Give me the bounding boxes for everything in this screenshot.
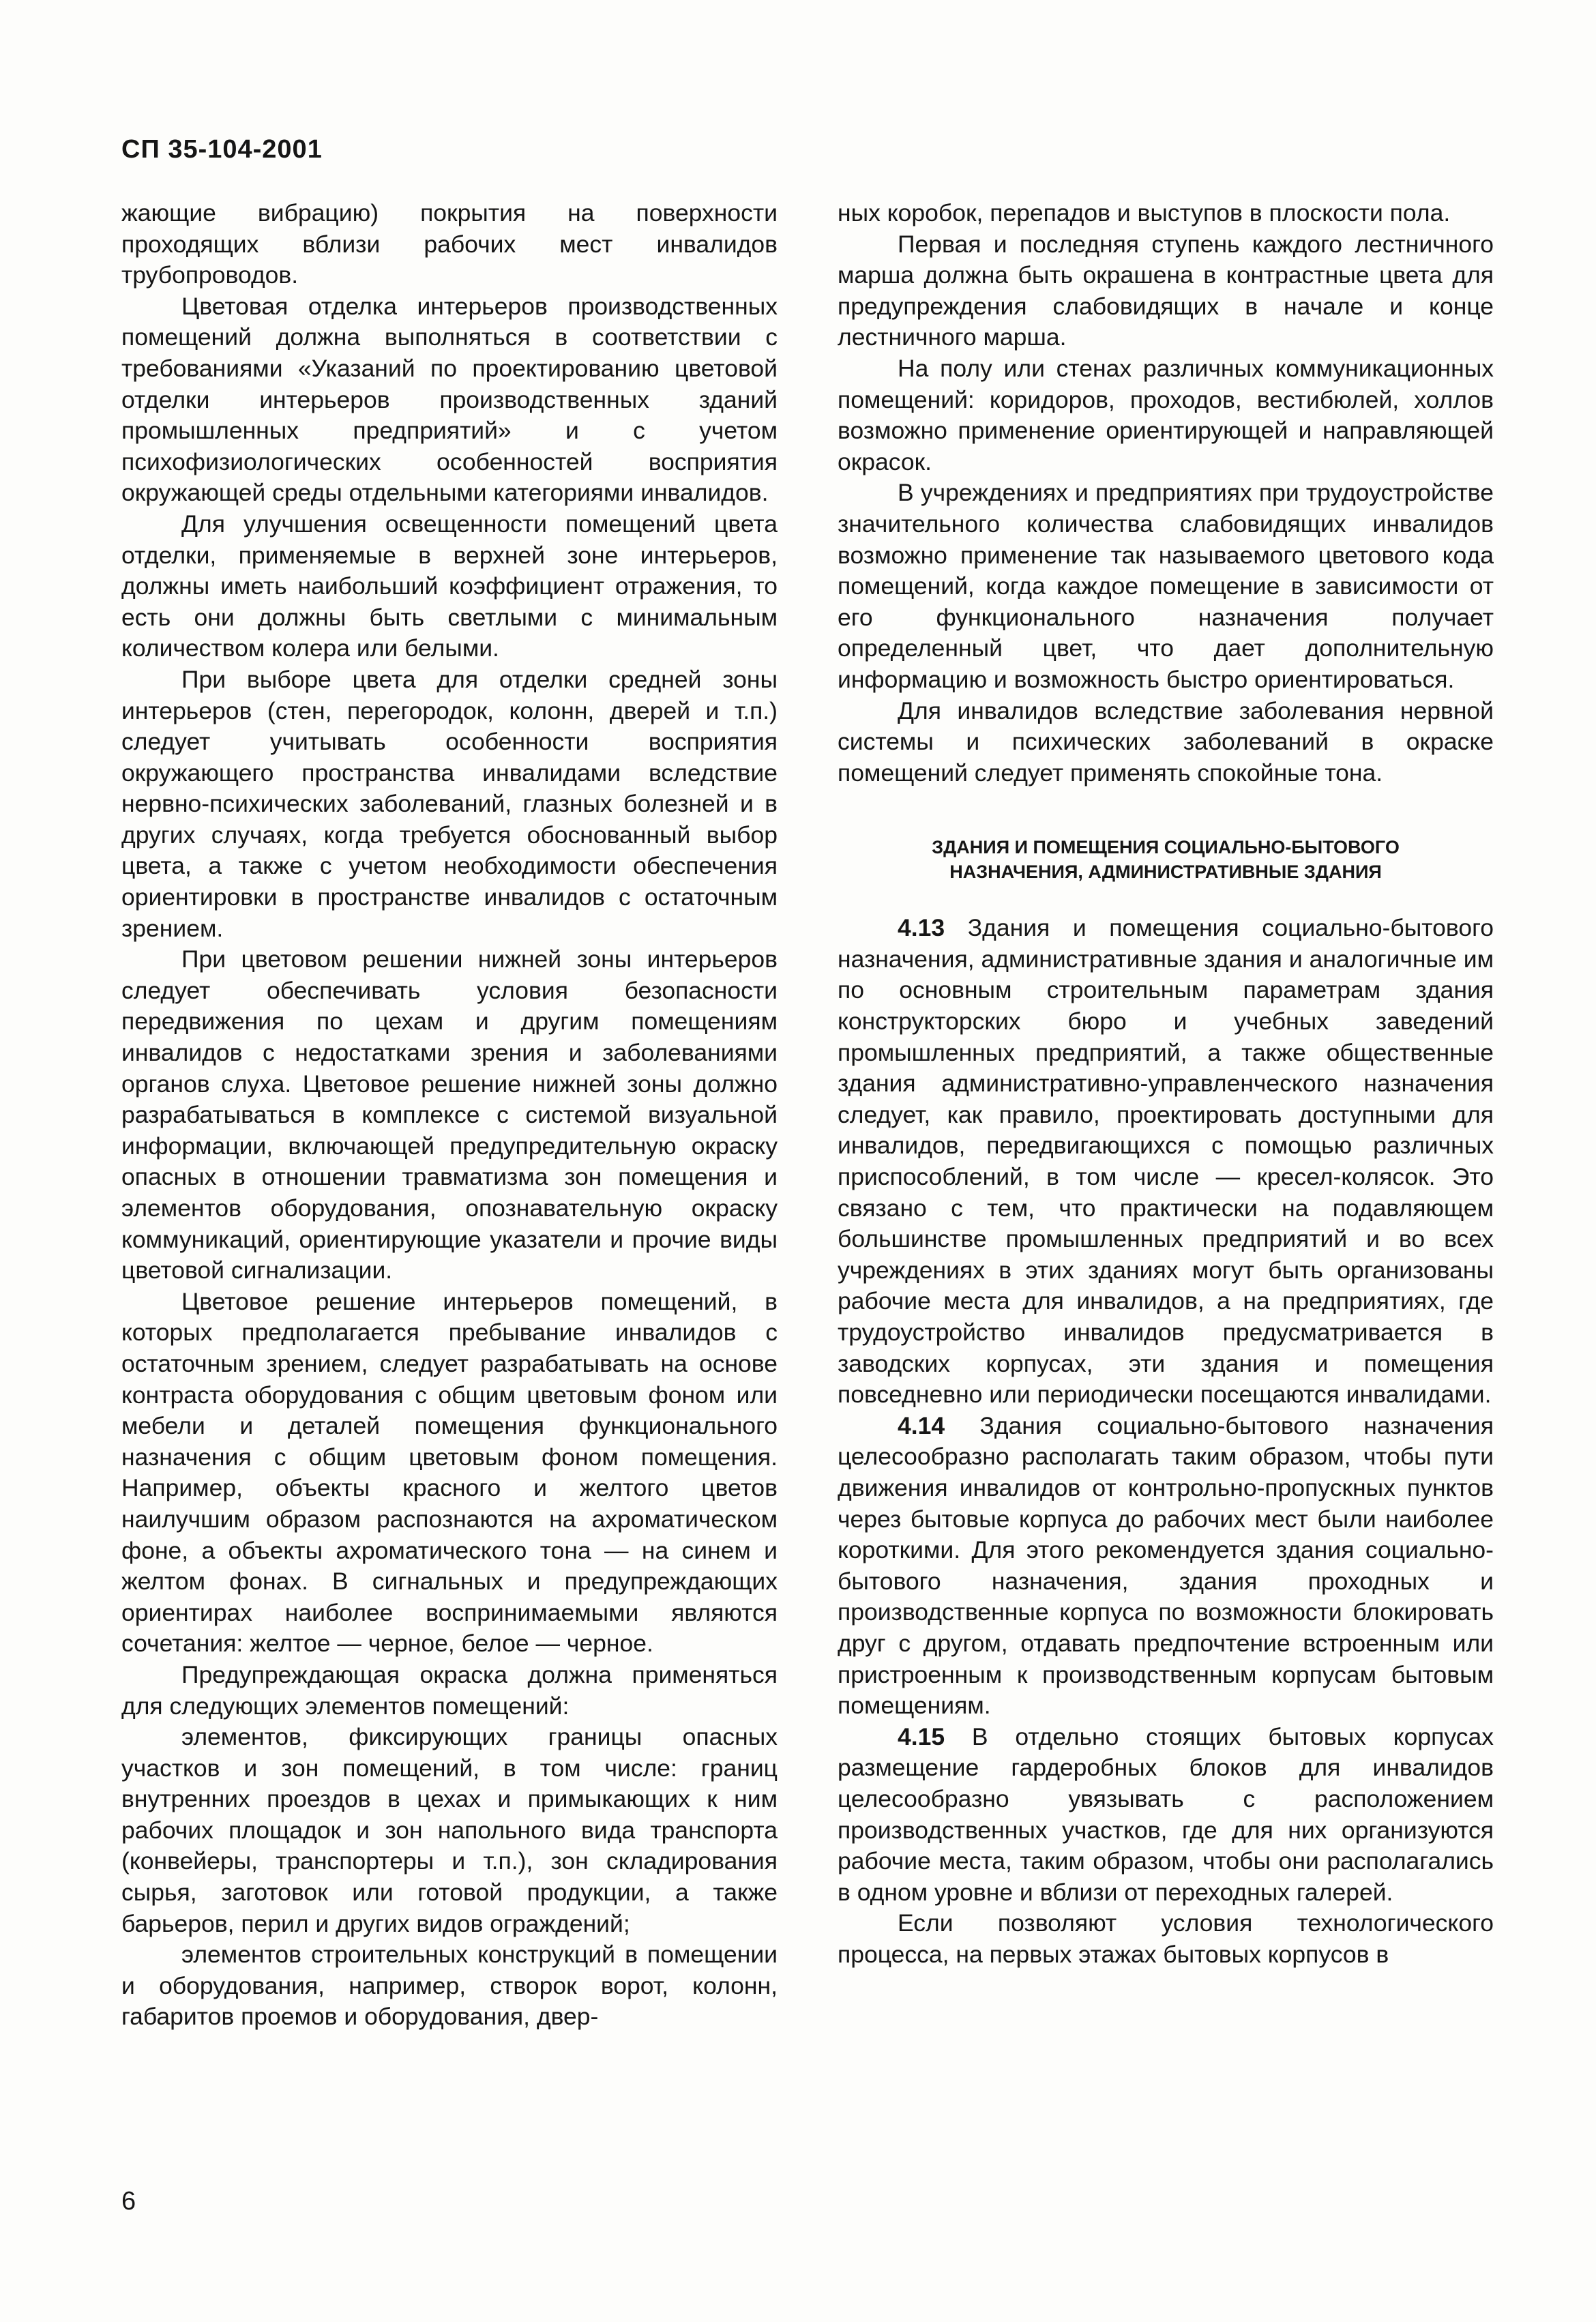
section-heading-line: ЗДАНИЯ И ПОМЕЩЕНИЯ СОЦИАЛЬНО-БЫТОВОГО <box>932 837 1400 858</box>
paragraph: жающие вибрацию) покрытия на поверхности проходящих вблизи рабочих мест инвалидов трубопроводов. <box>121 199 778 289</box>
section-heading <box>838 835 1494 884</box>
section-heading-line: НАЗНАЧЕНИЯ, АДМИНИСТРАТИВНЫЕ ЗДАНИЯ <box>949 862 1382 883</box>
paragraph: При выборе цвета для отделки средней зоны интерьеров (стен, перегородок, колонн, дверей и т.п.) следует учитывать особенности восприятия окружающего пространства инвалидами вследствие нервно-психических заболеваний, глазных болезней и в других случаях, когда требуется обоснованный выбор цвета, а также с учетом необходимости обеспечения ориентировки в пространстве инвалидов с остаточным зрением. <box>121 665 778 942</box>
clause-4-14 <box>838 1411 1494 1722</box>
document-code: СП 35-104-2001 <box>121 135 323 164</box>
list-item: элементов, фиксирующих границы опасных участков и зон помещений, в том числе: границ внутренних проездов в цехах и примыкающих к ним рабочих площадок и зон напольного вида транспорта (конвейеры, транспортеры и т.п.), зон складирования сырья, заготовок или готовой продукции, а также барьеров, перил и других видов ограждений; <box>121 1723 778 1937</box>
clause-text: Здания социально-бытового назначения целесообразно располагать таким образом, чтобы пути движения инвалидов от контрольно-пропускных пунктов через бытовые корпуса до рабочих мест были наиболее короткими. Для этого рекомендуется здания социально-бытового назначения, здания проходных и производственные корпуса по возможности блокировать друг с другом, отдавать предпочтение встроенным или пристроенным к производственным корпусам бытовым помещениям. <box>838 1411 1494 1720</box>
clause-number: 4.14 <box>898 1411 945 1439</box>
clause-number: 4.15 <box>898 1722 945 1750</box>
paragraph: В учреждениях и предприятиях при трудоустройстве значительного количества слабовидящих инвалидов возможно применение так называемого цветового кода помещений, когда каждое помещение в зависимости от его функционального назначения получает определенный цвет, что дает дополнительную информацию и возможность быстро ориентироваться. <box>838 479 1494 693</box>
left-column <box>121 198 778 2033</box>
list-item: элементов строительных конструкций в помещении и оборудования, например, створок ворот, колонн, габаритов проемов и оборудования, двер- <box>121 1941 778 2031</box>
right-column <box>838 198 1494 1970</box>
clause-number: 4.13 <box>898 914 945 942</box>
clause-4-15 <box>838 1722 1494 1909</box>
clause-text: В отдельно стоящих бытовых корпусах размещение гардеробных блоков для инвалидов целесообразно увязывать с расположением производственных участков, где для них организуются рабочие места, таким образом, чтобы они располагались в одном уровне и вблизи от переходных галерей. <box>838 1722 1494 1906</box>
paragraph: Цветовое решение интерьеров помещений, в которых предполагается пребывание инвалидов с остаточным зрением, следует разрабатывать на основе контраста оборудования с общим цветовым фоном или мебели и деталей помещения функционального назначения с общим цветовым фоном помещения. Например, объекты красного и желтого цветов наилучшим образом распознаются на ахроматическом фоне, а объекты ахроматического тона — на синем и желтом фонах. В сигнальных и предупреждающих ориентирах наиболее воспринимаемыми являются сочетания: желтое — черное, белое — черное. <box>121 1287 778 1658</box>
clause-4-13 <box>838 913 1494 1411</box>
clause-text: Здания и помещения социально-бытового назначения, административные здания и аналогичные им по основным строительным параметрам здания конструкторских бюро и учебных заведений промышленных предприятий, а также общественные здания административно-управленческого назначения следует, как правило, проектировать доступными для инвалидов, передвигающихся с помощью различных приспособлений, в том числе — кресел-колясок. Это связано с тем, что практически на подавляющем большинстве промышленных предприятий и во всех учреждениях в этих зданиях могут быть организованы рабочие места для инвалидов, а на предприятиях, где трудоустройство инвалидов предусматривается в заводских корпусах, эти здания и помещения повседневно или периодически посещаются инвалидами. <box>838 914 1494 1409</box>
paragraph: На полу или стенах различных коммуникационных помещений: коридоров, проходов, вестибюлей, холлов возможно применение ориентирующей и направляющей окрасок. <box>838 354 1494 475</box>
paragraph: Если позволяют условия технологического процесса, на первых этажах бытовых корпусов в <box>838 1909 1494 1968</box>
paragraph: ных коробок, перепадов и выступов в плоскости пола. <box>838 199 1451 226</box>
paragraph: Для инвалидов вследствие заболевания нервной системы и психических заболеваний в окраске помещений следует применять спокойные тона. <box>838 696 1494 787</box>
paragraph: Для улучшения освещенности помещений цвета отделки, применяемые в верхней зоне интерьеров, должны иметь наибольший коэффициент отражения, то есть они должны быть светлыми с минимальным количеством колера или белыми. <box>121 510 778 662</box>
paragraph: Предупреждающая окраска должна применяться для следующих элементов помещений: <box>121 1660 778 1720</box>
paragraph: При цветовом решении нижней зоны интерьеров следует обеспечивать условия безопасности передвижения по цехам и другим помещениям инвалидов с недостатками зрения и заболеваниями органов слуха. Цветовое решение нижней зоны должно разрабатываться в комплексе с системой визуальной информации, включающей предупредительную окраску опасных в отношении травматизма зон помещения и элементов оборудования, опознавательную окраску коммуникаций, ориентирующие указатели и прочие виды цветовой сигнализации. <box>121 945 778 1284</box>
paragraph: Цветовая отделка интерьеров производственных помещений должна выполняться в соответствии с требованиями «Указаний по проектированию цветовой отделки интерьеров производственных зданий промышленных предприятий» и с учетом психофизиологических особенностей восприятия окружающей среды отдельными категориями инвалидов. <box>121 292 778 507</box>
paragraph: Первая и последняя ступень каждого лестничного марша должна быть окрашена в контрастные цвета для предупреждения слабовидящих в начале и конце лестничного марша. <box>838 230 1494 351</box>
page-number: 6 <box>121 2187 136 2216</box>
